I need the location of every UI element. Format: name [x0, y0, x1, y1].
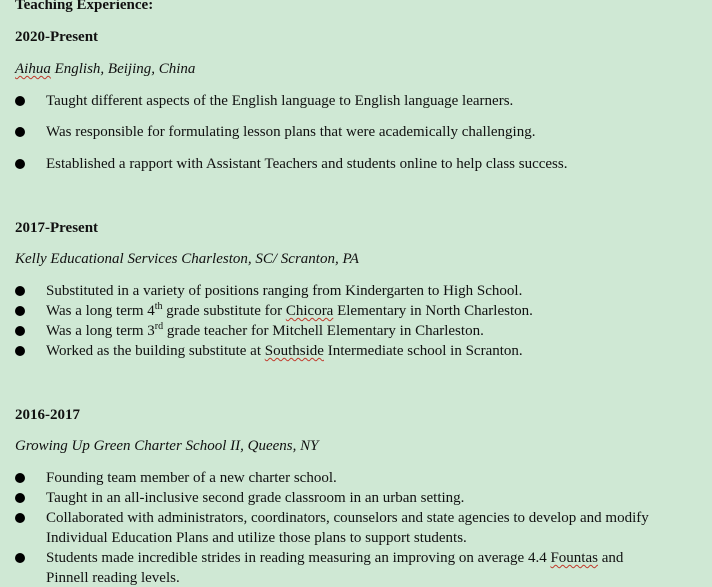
bullet-text [46, 302, 533, 320]
employer-rest: English, Beijing, China [50, 61, 196, 77]
job-employer [15, 60, 195, 78]
bullet-dot [15, 306, 25, 316]
ordinal-suffix: rd [154, 321, 164, 332]
bullet-text-continued: Individual Education Plans and utilize those plans to support students. [46, 530, 467, 546]
job-years: 2020-Present [15, 29, 99, 45]
bullet-text [46, 322, 484, 340]
bullet-dot [15, 473, 25, 483]
bullet-dot [15, 513, 25, 523]
bullet-text: Founding team member of a new charter school. [46, 470, 337, 486]
text-segment: grade teacher for Mitchell Elementary in Charleston. [163, 323, 484, 339]
bullet-dot [15, 553, 25, 563]
employer-name-aihua: Aihua [15, 61, 51, 77]
bullet-dot [15, 127, 25, 137]
bullet-text: Collaborated with administrators, coordinators, counselors and state agencies to develop and modify [46, 510, 649, 526]
spellcheck-word: Chicora [285, 303, 334, 319]
bullet-dot [15, 326, 25, 336]
job-years: 2017-Present [15, 220, 99, 236]
job-years: 2016-2017 [15, 407, 80, 423]
job-employer: Kelly Educational Services Charleston, SC/ Scranton, PA [15, 251, 359, 267]
bullet-text: Established a rapport with Assistant Teachers and students online to help class success. [46, 156, 568, 172]
text-segment: Students made incredible strides in reading measuring an improving on average 4.4 [46, 550, 551, 566]
spellcheck-word: Fountas [550, 550, 598, 566]
text-segment: Worked as the building substitute at [46, 343, 265, 359]
bullet-dot [15, 159, 25, 169]
ordinal-suffix: th [154, 301, 163, 312]
text-segment: grade substitute for [162, 303, 286, 319]
bullet-dot [15, 96, 25, 106]
text-segment: Elementary in North Charleston. [333, 303, 533, 319]
text-segment: and [597, 550, 624, 566]
bullet-text: Substituted in a variety of positions ranging from Kindergarten to High School. [46, 283, 523, 299]
bullet-text: Was responsible for formulating lesson plans that were academically challenging. [46, 124, 536, 140]
bullet-text-continued: Pinnell reading levels. [46, 570, 180, 586]
bullet-text [46, 549, 623, 567]
bullet-text [46, 342, 523, 360]
text-segment: Was a long term 3 [46, 323, 155, 339]
bullet-dot [15, 346, 25, 356]
job-employer: Growing Up Green Charter School II, Queens, NY [15, 438, 319, 454]
spellcheck-word: Southside [264, 343, 324, 359]
section-title: Teaching Experience: [15, 0, 154, 13]
text-segment: Was a long term 4 [46, 303, 155, 319]
bullet-text: Taught different aspects of the English language to English language learners. [46, 93, 514, 109]
text-segment: Intermediate school in Scranton. [323, 343, 523, 359]
bullet-dot [15, 493, 25, 503]
bullet-dot [15, 286, 25, 296]
bullet-text: Taught in an all-inclusive second grade classroom in an urban setting. [46, 490, 465, 506]
